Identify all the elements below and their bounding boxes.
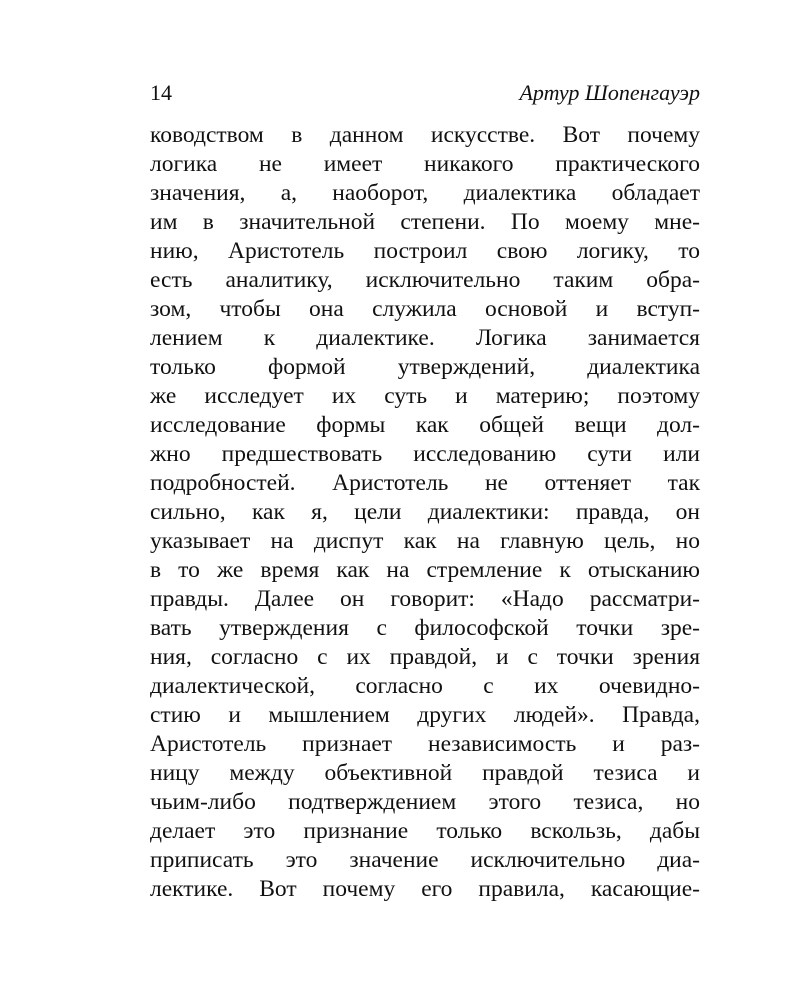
running-title: Артур Шопенгауэр — [519, 80, 700, 105]
text-line: значения, а, наоборот, диалектика обладает — [150, 180, 700, 206]
running-header — [150, 80, 700, 110]
text-line: зом, чтобы она служила основой и вступ- — [150, 296, 700, 322]
text-line: лектике. Вот почему его правила, касающие- — [150, 876, 700, 902]
page-number: 14 — [150, 80, 172, 105]
text-line: делает это признание только вскользь, дабы — [150, 818, 700, 844]
text-line: логика не имеет никакого практического — [150, 151, 700, 177]
text-line: вать утверждения с философской точки зре- — [150, 615, 700, 641]
text-line: ния, согласно с их правдой, и с точки зрения — [150, 644, 700, 670]
text-line: Аристотель признает независимость и раз- — [150, 731, 700, 757]
text-line: правды. Далее он говорит: «Надо рассматри- — [150, 586, 700, 612]
text-line: только формой утверждений, диалектика — [150, 354, 700, 380]
text-line: стию и мышлением других людей». Правда, — [150, 702, 700, 728]
text-line: ководством в данном искусстве. Вот почему — [150, 122, 700, 148]
text-line: жно предшествовать исследованию сути или — [150, 441, 700, 467]
text-line: подробностей. Аристотель не оттеняет так — [150, 470, 700, 496]
text-line: сильно, как я, цели диалектики: правда, он — [150, 499, 700, 525]
text-line: диалектической, согласно с их очевидно- — [150, 673, 700, 699]
text-line: нию, Аристотель построил свою логику, то — [150, 238, 700, 264]
text-line: указывает на диспут как на главную цель, но — [150, 528, 700, 554]
body-text — [150, 121, 700, 904]
text-line: приписать это значение исключительно диа- — [150, 847, 700, 873]
text-line: им в значительной степени. По моему мне- — [150, 209, 700, 235]
text-line: ницу между объективной правдой тезиса и — [150, 760, 700, 786]
text-line: лением к диалектике. Логика занимается — [150, 325, 700, 351]
text-line: же исследует их суть и материю; поэтому — [150, 383, 700, 409]
text-line: исследование формы как общей вещи дол- — [150, 412, 700, 438]
text-line: в то же время как на стремление к отысканию — [150, 557, 700, 583]
text-line: есть аналитику, исключительно таким обра- — [150, 267, 700, 293]
text-line: чьим-либо подтверждением этого тезиса, но — [150, 789, 700, 815]
